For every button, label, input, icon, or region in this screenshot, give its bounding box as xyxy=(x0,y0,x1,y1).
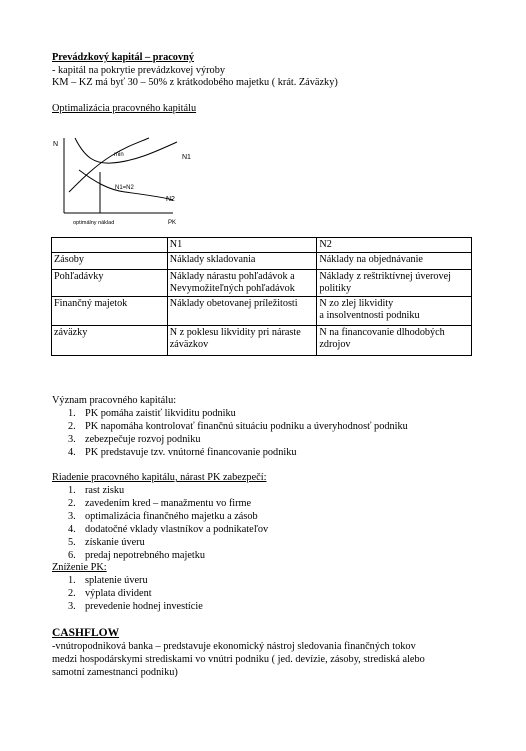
n2-cell xyxy=(317,270,472,297)
x-axis-label: PK xyxy=(168,220,177,226)
cashflow-line: medzi hospodárskymi strediskami vo vnútri podniku ( jed. devízie, zásoby, strediská alebo xyxy=(52,654,425,665)
table-header-row xyxy=(52,238,472,253)
n1-cell xyxy=(167,270,317,297)
n2-cell xyxy=(317,326,472,356)
znizenie-title: Zníženie PK: xyxy=(52,562,107,573)
table-header-cell xyxy=(52,238,168,253)
list-item-text: predaj nepotrebného majetku xyxy=(85,550,206,561)
table-row xyxy=(52,326,472,356)
cell-line: zdrojov xyxy=(319,339,351,350)
n1-cell xyxy=(167,297,317,326)
cell-line: Náklady z reštriktívnej úverovej xyxy=(319,271,451,282)
cell-line: Náklady obetovanej príležitosti xyxy=(169,298,298,309)
n2-label: N2 xyxy=(166,196,175,203)
cell-line: Náklady skladovania xyxy=(169,254,256,265)
cell-line: N na financovanie dlhodobých xyxy=(319,327,445,338)
cell-line: Nevymožiteľných pohľadávok xyxy=(169,283,295,294)
cell-line: N zo zlej likvidity xyxy=(319,298,394,309)
cell-line: záväzkov xyxy=(169,339,209,350)
n2-cell xyxy=(317,297,472,326)
optimal-cost-label: optimálny náklad xyxy=(73,220,115,226)
n1-label: N1 xyxy=(182,154,191,161)
riadenie-title: Riadenie pracovného kapitálu, nárast PK zabezpečí: xyxy=(52,472,267,483)
cell-line: Náklady nárastu pohľadávok a xyxy=(169,271,295,282)
vyznam-title: Význam pracovného kapitálu: xyxy=(52,395,177,406)
list-item-text: rast zisku xyxy=(85,485,125,496)
cashflow-line: samotní zamestnanci podniku) xyxy=(52,667,178,678)
row-label: Finančný majetok xyxy=(52,297,168,326)
cell-line: politiky xyxy=(319,283,352,294)
rising-curve xyxy=(69,138,149,192)
intersection-label: N1=N2 xyxy=(115,185,134,191)
n1-cell xyxy=(167,253,317,270)
n1-cell xyxy=(167,326,317,356)
definition-line: - kapitál na pokrytie prevádzkovej výroby xyxy=(52,65,225,76)
y-axis-label: N xyxy=(53,141,59,148)
document-page: Prevádzkový kapitál – pracovný - kapitál na pokrytie prevádzkovej výroby KM – KZ má byť 30 – 50% z krátkodobého majetku ( krát. Záväzky) Optimalizácia pracovného kapitálu N min N1 N1=N2 N2 PK optimálny náklad N1 N2 Zásoby Náklady skladovania Náklady na objednávanie Pohľadávky Náklady nárastu pohľadávok a Nevymožiteľných pohľadávok Náklady z reštriktívnej úverovej politiky Finančný majetok Náklady obetovanej príležitosti N zo zlej likvidity a insolventnosti podniku záväzky N z poklesu likvidity pri náraste záväzkov N na financovanie dlhodobých zdrojov Význam pracovného kapitálu: 1. PK pomáha zaistiť likviditu podniku 2. PK napomáha kontrolovať finančnú situáciu podniku a úveryhodnosť podniku 3. zebezpečuje rozvoj podniku 4. PK predstavuje tzv. vnútorné financovanie podniku Riadenie pracovného kapitálu, nárast PK zabezpečí: 1. rast zisku 2. zavedením kred – manažmentu vo firme 3. optimalizácia finančného majetku a zásob 4. dodatočné vklady vlastníkov a podnikateľov 5. získanie úveru 6. predaj nepotrebného majetku Zníženie PK: 1. splatenie úveru 2. výplata divident 3. prevedenie hodnej investície CASHFLOW -vnútropodniková banka – predstavuje ekonomický nástroj sledovania finančných tokov medzi hospodárskymi strediskami vo vnútri podniku ( jed. devízie, zásoby, strediská alebo samotní zamestnanci podniku) xyxy=(0,0,526,751)
formula-line: KM – KZ má byť 30 – 50% z krátkodobého majetku ( krát. Záväzky) xyxy=(52,77,338,88)
min-label: min xyxy=(114,152,124,158)
n2-cell xyxy=(317,253,472,270)
table-row xyxy=(52,270,472,297)
list-item-text: výplata divident xyxy=(85,588,152,599)
list-item-text: prevedenie hodnej investície xyxy=(85,601,203,612)
table-header-cell: N1 xyxy=(167,238,317,253)
list-item-text: zebezpečuje rozvoj podniku xyxy=(85,434,201,445)
page-heading: Prevádzkový kapitál – pracovný xyxy=(52,52,194,63)
list-item-text: zavedením kred – manažmentu vo firme xyxy=(85,498,252,509)
cashflow-title: CASHFLOW xyxy=(52,627,120,639)
cashflow-line: -vnútropodniková banka – predstavuje ekonomický nástroj sledovania finančných tokov xyxy=(52,641,416,652)
table-row xyxy=(52,253,472,270)
row-label: záväzky xyxy=(52,326,168,356)
table-header-cell: N2 xyxy=(317,238,472,253)
list-item-text: splatenie úveru xyxy=(85,575,148,586)
optimization-heading: Optimalizácia pracovného kapitálu xyxy=(52,103,197,114)
cell-line: a insolventnosti podniku xyxy=(319,310,420,321)
cell-line: Náklady na objednávanie xyxy=(319,254,423,265)
list-item-text: dodatočné vklady vlastníkov a podnikateľov xyxy=(85,524,269,535)
row-label: Pohľadávky xyxy=(52,270,168,297)
list-item-text: PK predstavuje tzv. vnútorné financovanie podniku xyxy=(85,447,297,458)
list-item-text: získanie úveru xyxy=(85,537,145,548)
row-label: Zásoby xyxy=(52,253,168,270)
cost-curve-chart xyxy=(51,130,201,232)
list-item-text: optimalizácia finančného majetku a zásob xyxy=(85,511,258,522)
n1-curve xyxy=(75,138,177,163)
cell-line: N z poklesu likvidity pri náraste xyxy=(169,327,301,338)
table-row xyxy=(52,297,472,326)
list-item-text: PK napomáha kontrolovať finančnú situáciu podniku a úveryhodnosť podniku xyxy=(85,421,408,432)
cost-table xyxy=(51,237,472,356)
list-item-text: PK pomáha zaistiť likviditu podniku xyxy=(85,408,236,419)
